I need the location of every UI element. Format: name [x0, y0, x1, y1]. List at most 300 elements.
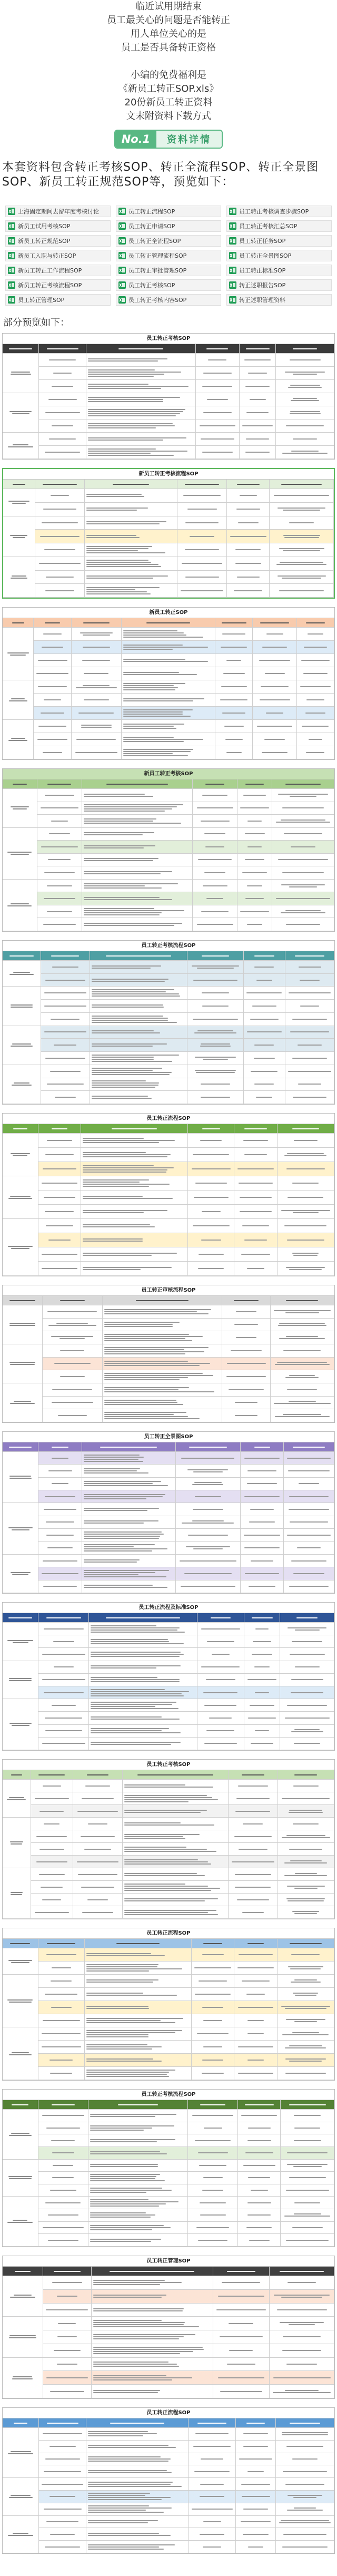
- sheet-cell: [34, 641, 71, 654]
- sheet-cell: [271, 1319, 334, 1332]
- sheet-cell: [213, 2317, 270, 2330]
- sheet-cell: [85, 2027, 192, 2041]
- cell-text-line: [91, 1654, 184, 1655]
- cell-text-line: [91, 1730, 162, 1731]
- sheet-cell: [241, 1567, 284, 1580]
- cell-text-line: [83, 1241, 143, 1242]
- sheet-cell: [38, 1176, 81, 1191]
- cell-text-line: [9, 2054, 32, 2055]
- cell-text-line: [38, 1774, 65, 1775]
- sheet-cell: [229, 1881, 278, 1894]
- cell-text-line: [44, 1031, 86, 1032]
- file-name: 员工转正任务SOP: [239, 238, 286, 245]
- sheet-cell: [270, 2344, 334, 2358]
- sheet-cell: [213, 2290, 270, 2304]
- sheet-group-cell: [3, 828, 37, 880]
- cell-text-line: [243, 2446, 267, 2447]
- cell-text-line: [282, 2546, 328, 2548]
- sheet-cell: [176, 1555, 241, 1567]
- sheet-cell: [222, 1409, 270, 1422]
- cell-text-line: [88, 2456, 161, 2457]
- sheet-cell: [38, 1962, 85, 1975]
- cell-text-line: [88, 2510, 146, 2511]
- cell-text-line: [84, 1570, 169, 1571]
- cell-text-line: [123, 724, 184, 725]
- cell-text-line: [93, 2362, 168, 2363]
- sheet-cell: [244, 1661, 280, 1674]
- cell-text-line: [92, 1068, 162, 1069]
- cell-text-line: [187, 1469, 228, 1470]
- cell-text-line: [282, 2434, 328, 2435]
- cell-text-line: [92, 1004, 163, 1006]
- cell-text-line: [92, 993, 179, 994]
- sheet-header-cell: [237, 779, 272, 789]
- sheet-cell: [238, 2134, 281, 2147]
- sheet-cell: [192, 2041, 234, 2054]
- sheet-cell: [188, 1134, 234, 1148]
- file-item: [5, 220, 111, 232]
- excel-file-icon: [229, 222, 236, 230]
- cell-text-line: [221, 686, 247, 687]
- sheet-group-cell: [3, 1065, 41, 1104]
- cell-text-line: [86, 2006, 148, 2007]
- sheet-cell: [73, 1780, 123, 1792]
- sheet-cell: [238, 2197, 281, 2209]
- sheet-cell: [73, 1805, 123, 1818]
- sheet-cell: [193, 880, 237, 893]
- cell-text-line: [247, 2060, 263, 2061]
- cell-text-line: [87, 1899, 107, 1900]
- sheet-cell: [276, 380, 334, 393]
- sheet-cell: [43, 1409, 103, 1422]
- sheet-cell: [188, 1191, 234, 1205]
- sheet-cell: [37, 880, 82, 893]
- sheet-cell: [192, 1948, 234, 1962]
- cell-text-line: [274, 495, 329, 496]
- sheet-cell: [215, 654, 253, 667]
- sheet-cell: [85, 530, 177, 543]
- cell-text-line: [90, 2180, 165, 2181]
- sheet-cell: [88, 2209, 189, 2222]
- cell-text-line: [83, 1179, 149, 1180]
- sheet-cell: [277, 1219, 334, 1233]
- sheet-cell: [229, 1818, 278, 1830]
- sheet-cell: [277, 2041, 334, 2054]
- cell-text-line: [196, 1072, 235, 1073]
- sheet-cell: [41, 1091, 90, 1104]
- cell-text-line: [86, 578, 153, 579]
- file-item: [5, 265, 111, 276]
- excel-file-icon: [8, 296, 15, 304]
- sheet-cell: [187, 1000, 243, 1013]
- sheet-cell: [88, 2160, 189, 2172]
- cell-text-line: [194, 1032, 236, 1033]
- sheet-cell: [176, 1580, 241, 1593]
- cell-text-line: [204, 2128, 222, 2129]
- cell-text-line: [248, 2177, 270, 2178]
- cell-text-line: [93, 2295, 166, 2296]
- cell-text-line: [81, 1887, 114, 1888]
- file-item: [116, 294, 221, 306]
- cell-text-line: [81, 725, 112, 726]
- sheet-cell: [278, 1906, 334, 1919]
- preview-title: 新员工转正SOP: [3, 608, 334, 618]
- sheet-cell: [123, 1868, 229, 1881]
- cell-text-line: [14, 2295, 32, 2296]
- sheet-cell: [277, 1948, 334, 1962]
- cell-text-line: [113, 484, 149, 485]
- sheet-cell: [270, 2290, 334, 2304]
- cell-text-line: [44, 1006, 87, 1007]
- cell-text-line: [11, 698, 25, 699]
- sheet-cell: [271, 1370, 334, 1383]
- cell-text-line: [202, 955, 230, 957]
- cell-text-line: [38, 660, 67, 661]
- sheet-group-cell: [3, 433, 39, 459]
- preview-table-image: [2, 1285, 335, 1423]
- sheet-cell: [43, 2317, 92, 2330]
- cell-text-line: [273, 2377, 331, 2378]
- cell-text-line: [285, 2073, 326, 2074]
- sheet-cell: [103, 1383, 223, 1397]
- cell-text-line: [86, 2036, 148, 2037]
- preview-table-image: [2, 1113, 335, 1276]
- sheet-header-cell: [277, 1939, 334, 1948]
- sheet-group-cell: [3, 489, 35, 516]
- sheet-cell: [38, 2160, 88, 2172]
- cell-text-line: [124, 1875, 205, 1876]
- cell-text-line: [124, 1914, 219, 1915]
- cell-text-line: [278, 794, 328, 795]
- cell-text-line: [293, 1447, 325, 1448]
- sheet-cell: [81, 1191, 188, 1205]
- sheet-cell: [86, 2428, 189, 2441]
- cell-text-line: [53, 373, 72, 374]
- cell-text-line: [294, 1913, 317, 1914]
- sheet-cell: [35, 557, 85, 571]
- sheet-cell: [85, 2041, 192, 2054]
- cell-text-line: [181, 1586, 236, 1587]
- cell-text-line: [282, 872, 324, 873]
- cell-text-line: [49, 2496, 75, 2497]
- cell-text-line: [9, 974, 34, 975]
- sheet-header-cell: [3, 1442, 38, 1452]
- cell-text-line: [289, 886, 317, 887]
- cell-text-line: [239, 1849, 268, 1850]
- cell-text-line: [52, 2177, 73, 2178]
- cell-text-line: [46, 1954, 76, 1955]
- cell-text-line: [203, 2521, 221, 2522]
- sheet-cell: [285, 1052, 334, 1065]
- sheet-cell: [192, 2014, 234, 2027]
- cell-text-line: [36, 673, 68, 674]
- cell-text-line: [52, 425, 73, 426]
- sheet-cell: [284, 1452, 334, 1465]
- sheet-cell: [81, 1219, 188, 1233]
- cell-text-line: [209, 1718, 232, 1719]
- cell-text-line: [92, 996, 180, 997]
- cell-text-line: [276, 564, 326, 565]
- cell-text-line: [286, 2190, 329, 2191]
- sheet-cell: [86, 419, 196, 433]
- cell-text-line: [185, 522, 219, 523]
- cell-text-line: [238, 2073, 273, 2074]
- cell-text-line: [104, 1351, 204, 1352]
- sheet-cell: [189, 2465, 236, 2478]
- sheet-cell: [86, 2441, 189, 2453]
- sheet-group-cell: [3, 1452, 38, 1503]
- cell-text-line: [201, 1084, 230, 1085]
- sheet-cell: [192, 2027, 234, 2041]
- cell-text-line: [234, 1324, 258, 1325]
- cell-text-line: [284, 537, 319, 538]
- sheet-cell: [196, 367, 240, 380]
- sheet-cell: [123, 1780, 229, 1792]
- sheet-cell: [277, 1247, 334, 1262]
- cell-text-line: [91, 1627, 180, 1628]
- cell-text-line: [199, 2165, 226, 2166]
- cell-text-line: [88, 2433, 157, 2434]
- cell-text-line: [287, 1153, 324, 1154]
- sheet-group-cell: [3, 1026, 41, 1065]
- sheet-cell: [38, 1542, 82, 1555]
- cell-text-line: [83, 1167, 174, 1168]
- cell-text-line: [295, 1873, 317, 1874]
- cell-text-line: [124, 1851, 216, 1852]
- cell-text-line: [295, 1666, 320, 1667]
- cell-text-line: [244, 1547, 280, 1548]
- cell-text-line: [86, 1955, 165, 1956]
- cell-text-line: [282, 807, 324, 808]
- cell-text-line: [50, 2391, 85, 2392]
- file-item: [5, 235, 111, 247]
- sheet-cell: [38, 1699, 89, 1712]
- sheet-cell: [236, 2453, 276, 2466]
- sheet-cell: [213, 2304, 270, 2317]
- sheet-cell: [280, 1686, 334, 1699]
- sheet-cell: [38, 1648, 89, 1661]
- cell-text-line: [255, 1730, 270, 1731]
- cell-text-line: [193, 1509, 223, 1510]
- sheet-cell: [176, 1503, 241, 1516]
- cell-text-line: [237, 484, 259, 485]
- cell-text-line: [93, 2334, 195, 2335]
- sheet-cell: [234, 2001, 277, 2014]
- sheet-cell: [244, 1091, 286, 1104]
- sheet-cell: [277, 1962, 334, 1975]
- cell-text-line: [245, 859, 264, 860]
- sheet-cell: [276, 2441, 334, 2453]
- cell-text-line: [279, 1338, 325, 1339]
- sheet-cell: [253, 694, 296, 707]
- cell-text-line: [44, 1692, 84, 1693]
- cell-text-line: [250, 1705, 274, 1706]
- sheet-cell: [234, 1247, 277, 1262]
- cell-text-line: [104, 1377, 188, 1378]
- cell-text-line: [218, 2377, 264, 2378]
- cell-text-line: [291, 1954, 320, 1955]
- cell-text-line: [83, 1238, 143, 1240]
- preview-table-image: [2, 468, 335, 599]
- sheet-cell: [34, 733, 71, 746]
- cell-text-line: [124, 1795, 207, 1796]
- sheet-header-cell: [35, 480, 85, 489]
- sheet-cell: [192, 2067, 234, 2080]
- cell-text-line: [236, 1798, 270, 1799]
- sheet-cell: [39, 393, 86, 406]
- sheet-cell: [72, 733, 122, 746]
- cell-text-line: [290, 1968, 321, 1969]
- sheet-cell: [88, 2197, 189, 2209]
- cell-text-line: [250, 1019, 279, 1020]
- sheet-header-cell: [215, 618, 253, 628]
- sheet-cell: [86, 354, 196, 367]
- cell-text-line: [222, 713, 245, 714]
- cell-text-line: [123, 753, 173, 754]
- sheet-cell: [187, 1052, 243, 1065]
- cell-text-line: [124, 1873, 197, 1874]
- sheet-cell: [285, 1078, 334, 1091]
- cell-text-line: [43, 1168, 77, 1169]
- sheet-header-cell: [3, 2418, 39, 2428]
- cell-text-line: [238, 522, 258, 523]
- cell-text-line: [251, 1743, 273, 1744]
- sheet-cell: [92, 2344, 213, 2358]
- sheet-cell: [215, 694, 253, 707]
- cell-text-line: [287, 1389, 317, 1390]
- sheet-cell: [234, 1262, 277, 1276]
- sheet-group-cell: [3, 2276, 43, 2317]
- file-item: [116, 250, 221, 261]
- cell-text-line: [245, 1573, 279, 1574]
- sheet-cell: [193, 789, 237, 802]
- cell-text-line: [7, 1999, 33, 2001]
- cell-text-line: [201, 911, 229, 912]
- sheet-cell: [188, 1148, 234, 1162]
- file-name: 转正述职管理资料: [239, 297, 285, 304]
- cell-text-line: [241, 2484, 270, 2485]
- cell-text-line: [91, 1691, 189, 1692]
- cell-text-line: [192, 1484, 223, 1485]
- sheet-group-cell: [3, 1176, 38, 1219]
- sheet-cell: [85, 2001, 192, 2014]
- cell-text-line: [90, 2116, 155, 2117]
- cell-text-line: [289, 1849, 322, 1850]
- cell-text-line: [238, 2007, 273, 2008]
- sheet-cell: [281, 2234, 334, 2247]
- cell-text-line: [202, 795, 227, 796]
- cell-text-line: [54, 1363, 90, 1364]
- sheet-cell: [72, 641, 122, 654]
- sheet-cell: [73, 1894, 123, 1906]
- intro-text: [0, 0, 337, 123]
- cell-text-line: [104, 1391, 215, 1392]
- cell-text-line: [124, 1836, 184, 1837]
- cell-text-line: [256, 980, 272, 981]
- sheet-cell: [277, 1134, 334, 1148]
- cell-text-line: [195, 1183, 227, 1184]
- cell-text-line: [48, 1240, 71, 1241]
- sheet-cell: [43, 2330, 92, 2344]
- cell-text-line: [124, 1861, 208, 1862]
- cell-text-line: [88, 397, 180, 398]
- cell-text-line: [234, 1836, 271, 1837]
- sheet-header-cell: [3, 618, 34, 628]
- cell-text-line: [281, 819, 325, 821]
- cell-text-line: [104, 1347, 209, 1348]
- cell-text-line: [90, 2130, 144, 2131]
- cell-text-line: [222, 2282, 260, 2283]
- cell-text-line: [86, 593, 150, 594]
- cell-text-line: [86, 1953, 152, 1954]
- file-name: 新员工入职与转正SOP: [18, 252, 76, 259]
- cell-text-line: [12, 2378, 33, 2379]
- excel-file-icon: [118, 281, 126, 289]
- sheet-cell: [234, 1948, 277, 1962]
- cell-text-line: [84, 1457, 144, 1458]
- cell-text-line: [88, 1823, 107, 1824]
- cell-text-line: [42, 1268, 77, 1269]
- cell-text-line: [137, 1774, 213, 1775]
- cell-text-line: [123, 683, 185, 684]
- cell-text-line: [255, 1628, 269, 1629]
- cell-text-line: [13, 537, 25, 538]
- sheet-cell: [189, 2453, 236, 2466]
- cell-text-line: [51, 821, 68, 822]
- cell-text-line: [84, 1459, 138, 1460]
- cell-text-line: [36, 1836, 67, 1837]
- cell-text-line: [7, 1799, 26, 1800]
- cell-text-line: [247, 1031, 281, 1032]
- cell-text-line: [90, 2139, 176, 2140]
- cell-text-line: [48, 859, 71, 860]
- cell-text-line: [123, 728, 176, 729]
- cell-text-line: [280, 562, 323, 563]
- sheet-cell: [43, 1344, 103, 1358]
- cell-text-line: [237, 577, 260, 578]
- cell-text-line: [92, 1057, 154, 1058]
- cell-text-line: [181, 1458, 234, 1459]
- preview-sheet: [3, 1124, 334, 1276]
- sheet-header-cell: [213, 2267, 270, 2276]
- cell-text-line: [52, 1483, 68, 1484]
- sheet-cell: [88, 2184, 189, 2197]
- cell-text-line: [181, 590, 223, 591]
- sheet-cell: [253, 680, 296, 694]
- sheet-cell: [281, 2110, 334, 2122]
- cell-text-line: [88, 2435, 143, 2436]
- cell-text-line: [13, 972, 30, 973]
- cell-text-line: [88, 2546, 159, 2548]
- sheet-cell: [41, 1000, 90, 1013]
- sheet-header-cell: [270, 480, 334, 489]
- sheet-cell: [81, 1148, 188, 1162]
- sheet-group-cell: [3, 987, 41, 1026]
- cell-text-line: [295, 955, 325, 957]
- cell-text-line: [201, 1628, 240, 1629]
- sheet-cell: [271, 1344, 334, 1358]
- cell-text-line: [93, 2310, 183, 2311]
- sheet-cell: [285, 987, 334, 1000]
- cell-text-line: [198, 2240, 227, 2241]
- cell-text-line: [235, 1402, 257, 1403]
- file-name: 员工转正管理SOP: [18, 297, 65, 304]
- cell-text-line: [284, 1875, 327, 1876]
- sheet-cell: [73, 1868, 123, 1881]
- sheet-cell: [176, 1465, 241, 1477]
- cell-text-line: [84, 1548, 167, 1549]
- cell-text-line: [90, 2151, 160, 2152]
